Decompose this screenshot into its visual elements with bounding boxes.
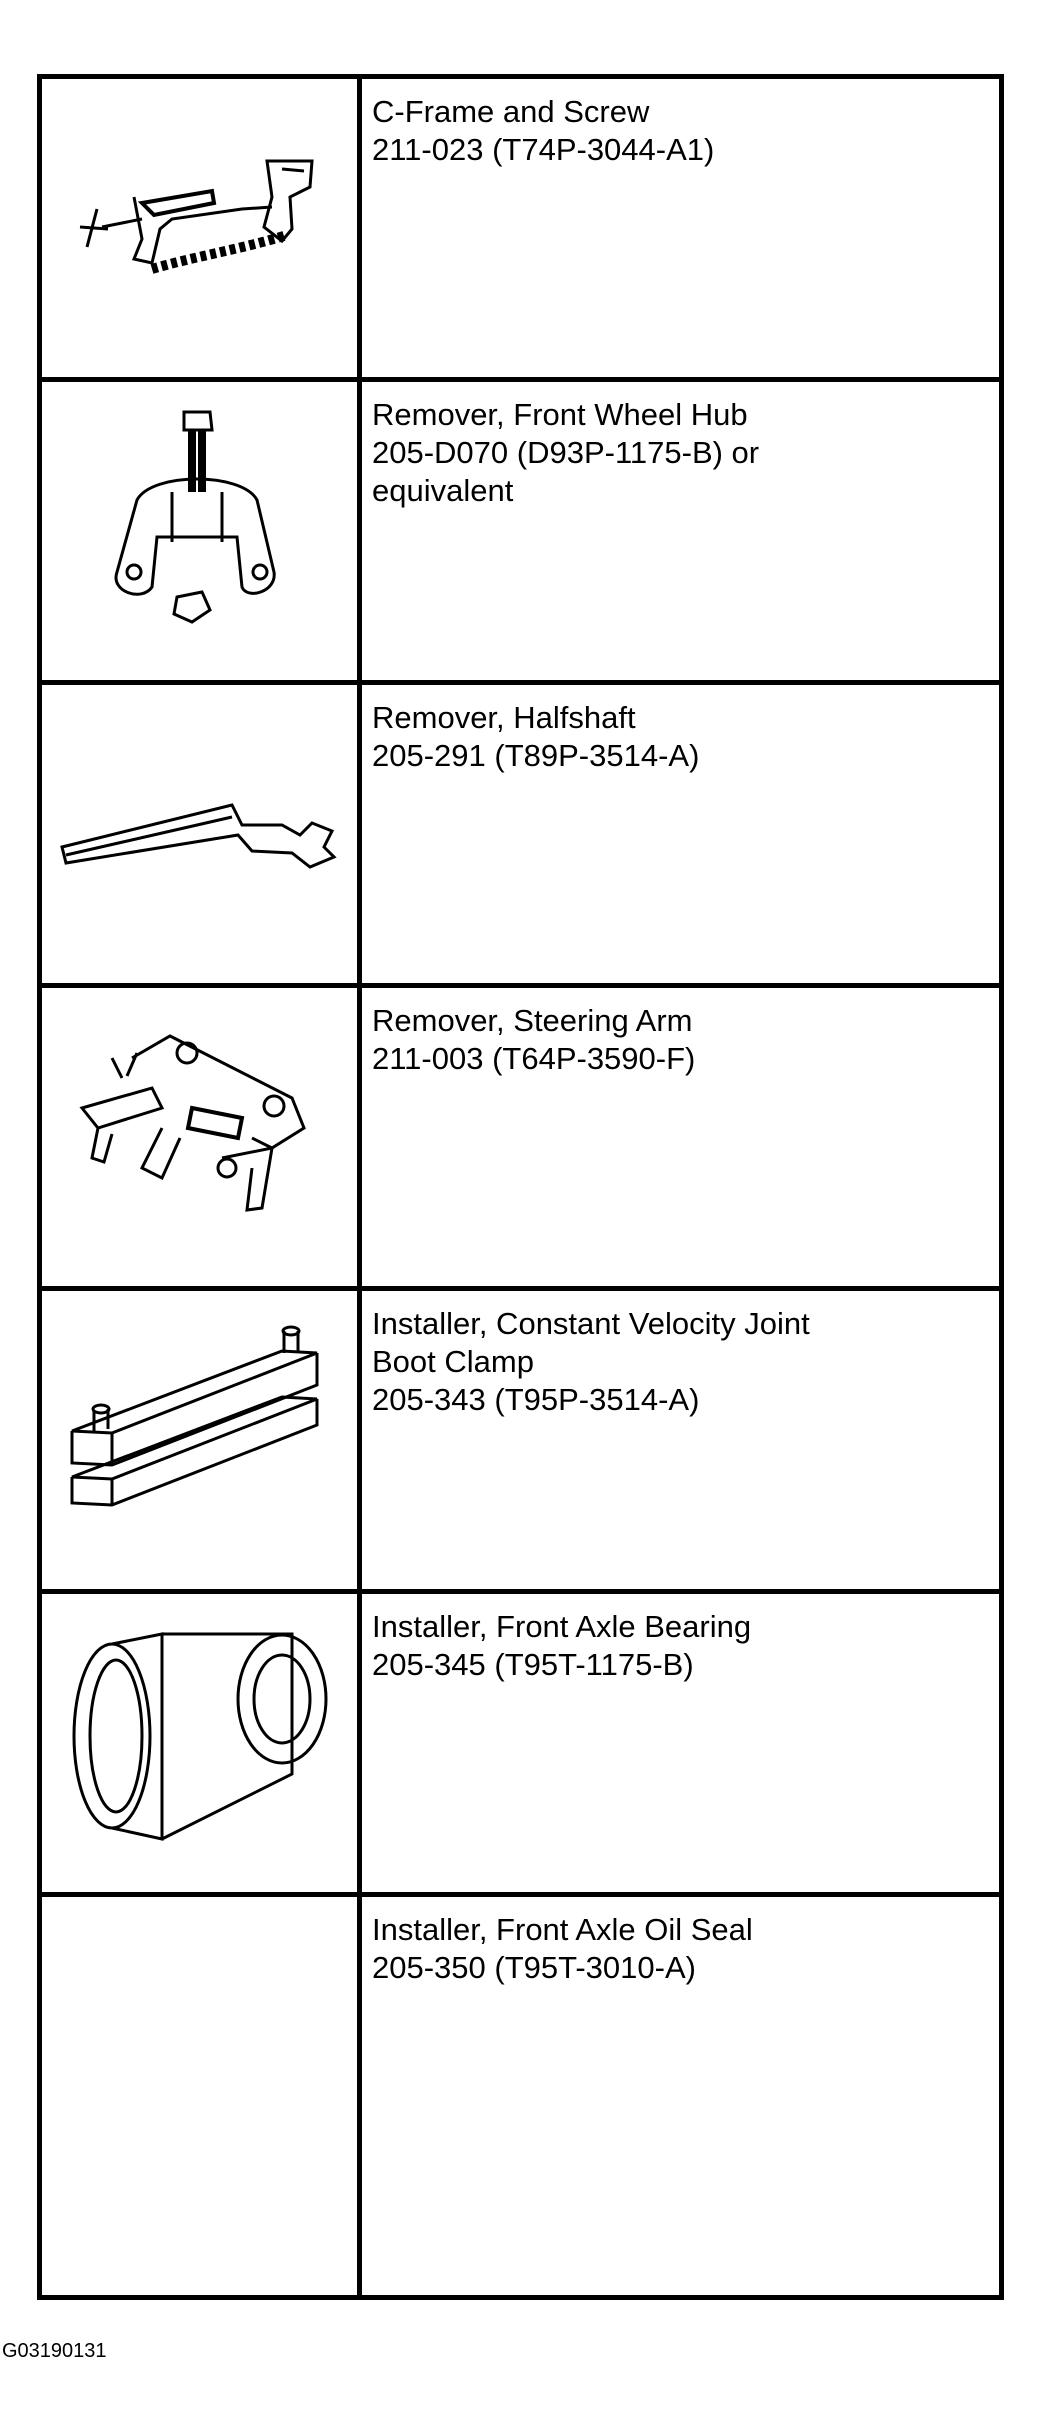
steering-arm-remover-icon bbox=[42, 988, 357, 1286]
tool-name: C-Frame and Screw bbox=[372, 94, 650, 129]
special-tools-table bbox=[37, 74, 1004, 2300]
axle-bearing-installer-icon bbox=[42, 1594, 357, 1892]
tool-image-cell bbox=[42, 79, 362, 377]
figure-id: G03190131 bbox=[2, 2340, 107, 2362]
tool-image-cell bbox=[42, 685, 362, 983]
tool-row bbox=[42, 382, 999, 685]
tool-part-number: 211-023 (T74P-3044-A1) bbox=[372, 132, 715, 167]
tool-name: Remover, Steering Arm bbox=[372, 1003, 693, 1038]
halfshaft-remover-icon bbox=[42, 685, 357, 983]
tool-part-number: 205-345 (T95T-1175-B) bbox=[372, 1647, 694, 1682]
tool-part-number-continued: equivalent bbox=[372, 473, 514, 508]
tool-image-cell bbox=[42, 1594, 362, 1892]
tool-description bbox=[372, 1305, 987, 1419]
tool-name: Remover, Halfshaft bbox=[372, 700, 636, 735]
tool-description bbox=[372, 93, 987, 169]
tool-row bbox=[42, 1594, 999, 1897]
tool-name: Installer, Front Axle Oil Seal bbox=[372, 1912, 753, 1947]
tool-description bbox=[372, 396, 987, 510]
tool-image-cell bbox=[42, 988, 362, 1286]
tool-description bbox=[372, 699, 987, 775]
boot-clamp-installer-icon bbox=[42, 1291, 357, 1589]
tool-part-number: 205-D070 (D93P-1175-B) or bbox=[372, 435, 760, 470]
c-frame-screw-icon bbox=[42, 79, 357, 377]
tool-name: Remover, Front Wheel Hub bbox=[372, 397, 748, 432]
tool-part-number: 205-350 (T95T-3010-A) bbox=[372, 1950, 696, 1985]
tool-row bbox=[42, 685, 999, 988]
tool-name: Installer, Constant Velocity Joint bbox=[372, 1306, 810, 1341]
tool-description bbox=[372, 1002, 987, 1078]
tool-part-number: 205-291 (T89P-3514-A) bbox=[372, 738, 700, 773]
tool-row bbox=[42, 79, 999, 382]
hub-remover-icon bbox=[42, 382, 357, 680]
tool-image-cell bbox=[42, 382, 362, 680]
tool-description bbox=[372, 1911, 987, 1987]
tool-image-cell bbox=[42, 1291, 362, 1589]
tool-description bbox=[372, 1608, 987, 1684]
tool-row bbox=[42, 988, 999, 1291]
tool-name: Installer, Front Axle Bearing bbox=[372, 1609, 752, 1644]
tool-part-number: 205-343 (T95P-3514-A) bbox=[372, 1382, 700, 1417]
tool-part-number: 211-003 (T64P-3590-F) bbox=[372, 1041, 696, 1076]
tool-row bbox=[42, 1291, 999, 1594]
tool-image-cell bbox=[42, 1897, 362, 2295]
tool-name-continued: Boot Clamp bbox=[372, 1344, 534, 1379]
tool-row bbox=[42, 1897, 999, 2295]
